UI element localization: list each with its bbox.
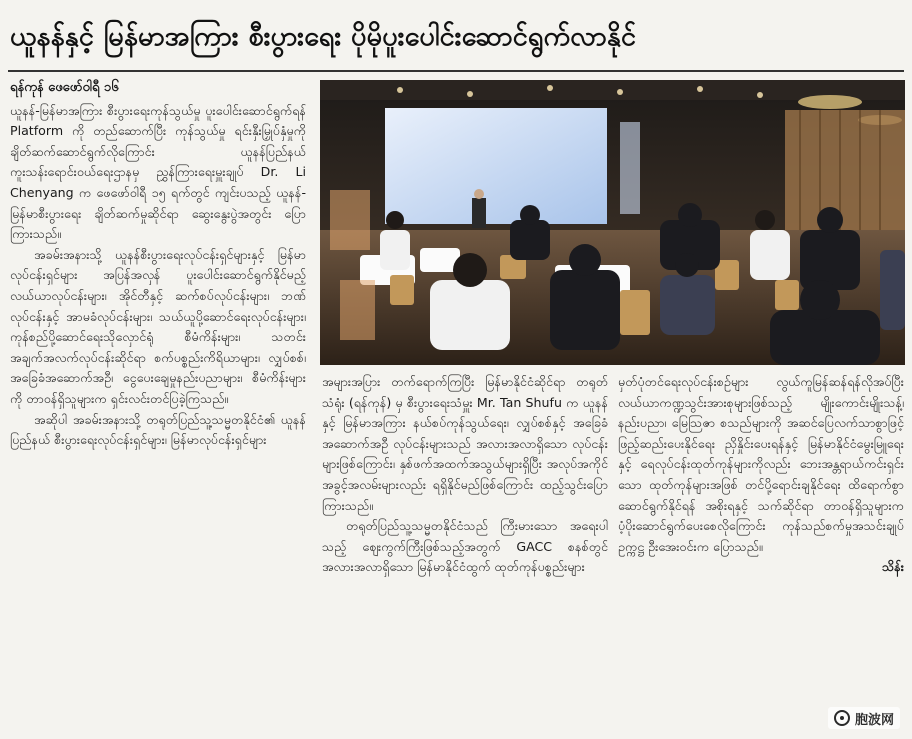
column-3 xyxy=(618,372,904,734)
byline: သိန်း xyxy=(882,559,904,575)
paragraph-4: အများအပြား တက်ရောက်ကြပြီး မြန်မာနိုင်ငံဆိုင်ရာ တရုတ်သံရုံး (ရန်ကုန်) မှ စီးပွားရေးသံမှူး Mr. Tan Shufu က ယူနန်နှင့် မြန်မာအကြား နယ်စပ်ကုန်သွယ်ရေး၊ လျှပ်စစ်နှင့် အခြေခံအဆောက်အဦ လုပ်ငန်းများသည် အလားအလာရှိသော လုပ်ငန်းများဖြစ်ကြောင်း၊ နှစ်ဖက်အထက်အသွယ်များရှိပြီး အလုပ်အကိုင်အခွင့်အလမ်းများလည်း ရရှိနိုင်မည်ဖြစ်ကြောင်း ထည့်သွင်းပြောကြားသည်။ xyxy=(322,374,608,513)
watermark xyxy=(828,707,900,729)
article-headline: ယူနန်နှင့် မြန်မာအကြား စီးပွားရေး ပိုမိုပူးပေါင်းဆောင်ရွက်လာနိုင် xyxy=(10,21,637,52)
column-1 xyxy=(10,78,306,733)
conference-photo-illustration xyxy=(320,80,905,365)
headline-rule xyxy=(8,70,904,72)
column-2 xyxy=(322,372,608,734)
paragraph-5: တရုတ်ပြည်သူ့သမ္မတနိုင်ငံသည် ကြီးမားသော အရေးပါသည့် ဈေးကွက်ကြီးဖြစ်သည့်အတွက် GACC စနစ်တွင် အလားအလာရှိသော မြန်မာနိုင်ငံထွက် ထုတ်ကုန်ပစ္စည်းများ xyxy=(322,518,608,575)
watermark-text: 胞波网 xyxy=(854,712,894,728)
paragraph-6: မှတ်ပုံတင်ရေးလုပ်ငန်းစဉ်များ လွယ်ကူမြန်ဆန်ရန်လိုအပ်ပြီး လယ်ယာကဏ္ဍသွင်းအားစုများဖြစ်သည့် မျိုးကောင်းမျိုးသန့်၊ နည်းပညာ၊ မြေဩဇာ စသည်များကို အဆင်ပြေလက်သာစွာဖြင့် ဖြည့်ဆည်းပေးနိုင်ရေး ညှိနှိုင်းပေးရန်နှင့် မြန်မာနိုင်ငံမွေးမြူရေးနှင့် ရေလုပ်ငန်းထုတ်ကုန်များကိုလည်း ဘေးအန္တရာယ်ကင်းရှင်းသော ထုတ်ကုန်များအဖြစ် တင်ပို့ရောင်းချနိုင်ရေး ထိရောက်စွာ ဆောင်ရွက်နိုင်ရန် အစိုးရနှင့် သက်ဆိုင်ရာ တာဝန်ရှိသူများက ပံ့ပိုးဆောင်ရွက်ပေးစေလိုကြောင်း ကုန်သည်စက်မှုအသင်းချုပ် ဥက္ကဋ္ဌ ဦးအေးဝင်းက ပြောသည်။ xyxy=(618,374,904,554)
watermark-logo-icon xyxy=(834,710,850,726)
paragraph-1: ယူနန်-မြန်မာအကြား စီးပွားရေးကုန်သွယ်မှု ပူးပေါင်းဆောင်ရွက်ရန် Platform ကို တည်ဆောက်ပြီး ကုန်သွယ်မှု ရင်းနှီးမြှုပ်နှံမှုကို ချိတ်ဆက်ဆောင်ရွက်လိုကြောင်း ယူနန်ပြည်နယ် ကူးသန်းရောင်းဝယ်ရေးဌာနမှ ညွှန်ကြားရေးမှူးချုပ် Dr. Li Chenyang က ဖေဖော်ဝါရီ ၁၅ ရက်တွင် ကျင်းပသည့် ယူနန်-မြန်မာစီးပွားရေး ချိတ်ဆက်မှုဆိုင်ရာ ဆွေးနွေးပွဲအတွင်း ပြောကြားသည်။ xyxy=(10,102,306,242)
conference-photo xyxy=(320,80,905,365)
dateline: ရန်ကုန် ဖေဖော်ဝါရီ ၁၆ xyxy=(10,80,119,95)
paragraph-3: အဆိုပါ အခမ်းအနားသို့ တရုတ်ပြည်သူ့သမ္မတနိုင်ငံ၏ ယူနန်ပြည်နယ် စီးပွားရေးလုပ်ငန်းရှင်များ၊ မြန်မာလုပ်ငန်းရှင်များ xyxy=(10,411,306,448)
paragraph-2: အခမ်းအနားသို့ ယူနန်စီးပွားရေးလုပ်ငန်းရှင်များနှင့် မြန်မာလုပ်ငန်းရှင်များ အပြန်အလှန် ပူးပေါင်းဆောင်ရွက်နိုင်မည့် လယ်ယာလုပ်ငန်းများ၊ အိုင်တီနှင့် ဆက်စပ်လုပ်ငန်းများ၊ ဘဏ်လုပ်ငန်းနှင့် အာမခံလုပ်ငန်းများ၊ သယ်ယူပို့ဆောင်ရေးလုပ်ငန်းများ၊ ကုန်စည်ပို့ဆောင်ရေးသိုလှောင်ရုံ စီမံကိန်းများ၊ သတင်းအချက်အလက်လုပ်ငန်းဆိုင်ရာ စက်ပစ္စည်းကိရိယာများ၊ လျှပ်စစ်၊ အခြေခံအဆောက်အဦ၊ ငွေပေးချေမှုနည်းပညာများ၊ စီမံကိန်းများကို တာဝန်ရှိသူများက ရှင်းလင်းတင်ပြခဲ့ကြသည်။ xyxy=(10,246,306,406)
